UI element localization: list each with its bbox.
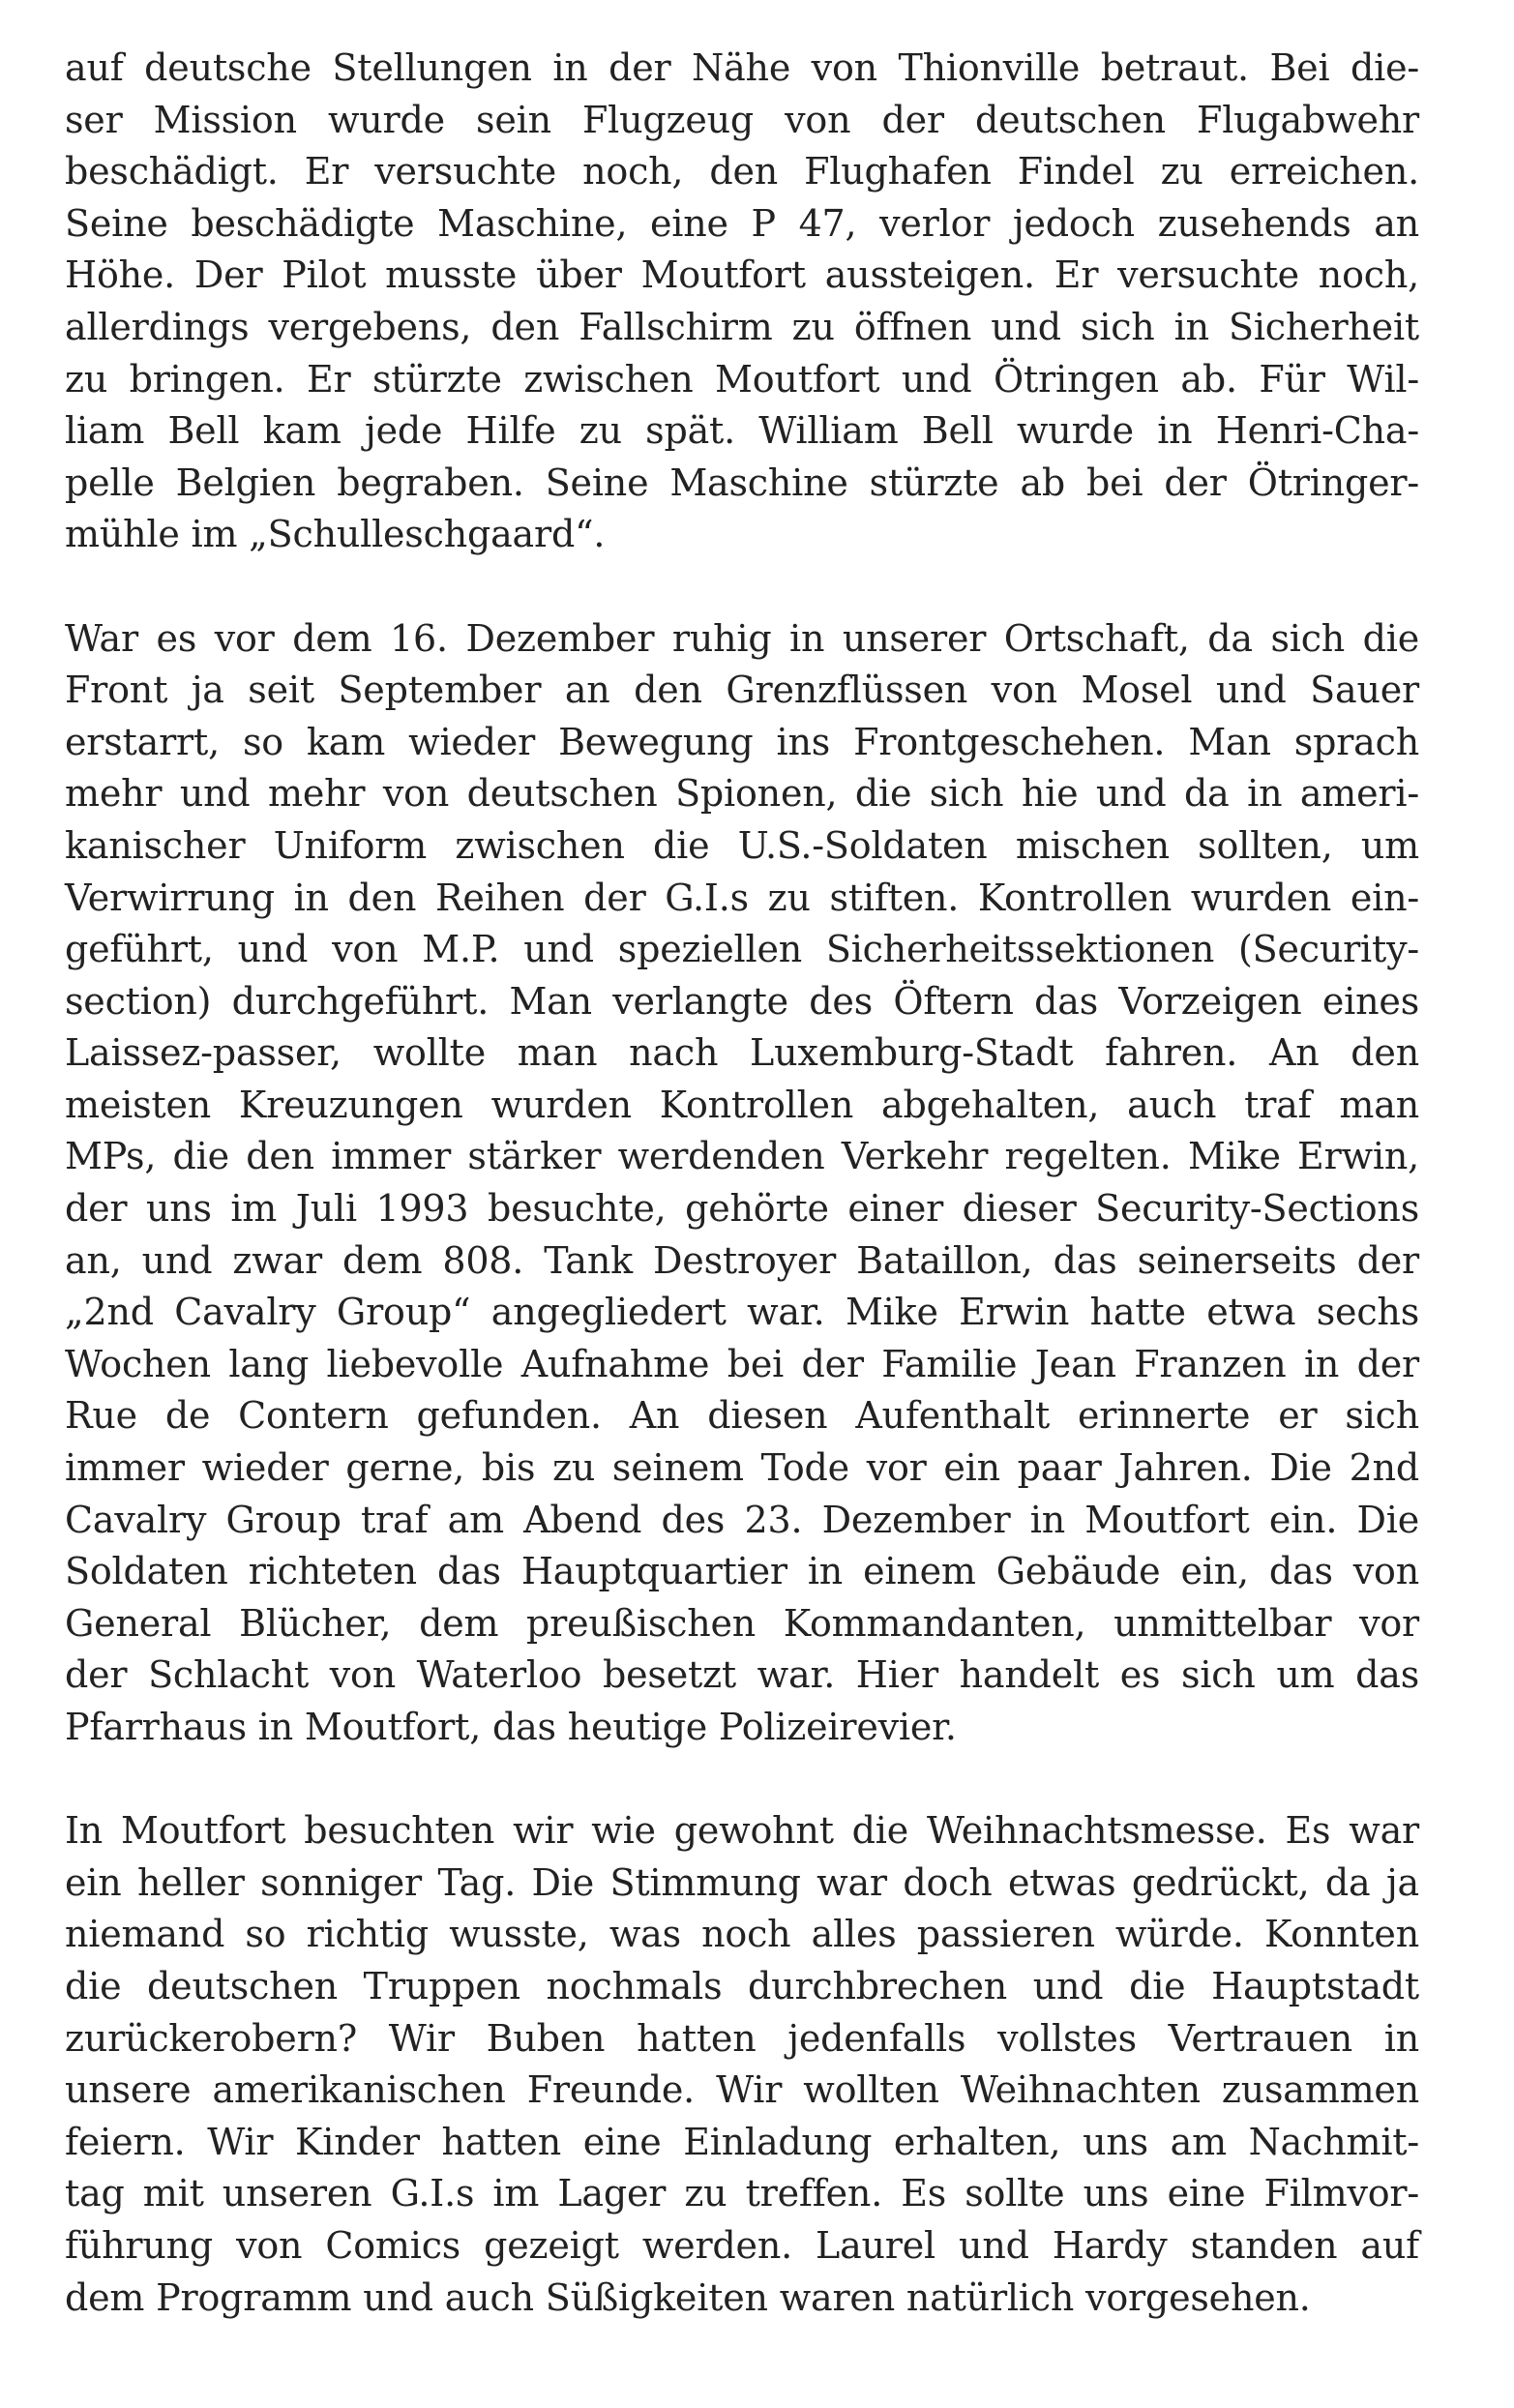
text-line: allerdings vergebens, den Fallschirm zu öffnen und sich in Sicherheit xyxy=(65,305,1419,348)
text-line: Front ja seit September an den Grenzflüssen von Mosel und Sauer xyxy=(65,669,1419,712)
paragraph-spacer xyxy=(65,561,1419,613)
text-line: erstarrt, so kam wieder Bewegung ins Frontgeschehen. Man sprach xyxy=(65,720,1419,763)
text-line: niemand so richtig wusste, was noch alles passieren würde. Konnten xyxy=(65,1913,1419,1956)
body-text xyxy=(65,43,1419,2324)
paragraph xyxy=(65,613,1419,1754)
text-line: „2nd Cavalry Group“ angegliedert war. Mike Erwin hatte etwa sechs xyxy=(65,1291,1419,1334)
text-line: feiern. Wir Kinder hatten eine Einladung erhalten, uns am Nachmit- xyxy=(65,2120,1419,2163)
text-line: die deutschen Truppen nochmals durchbrechen und die Hauptstadt xyxy=(65,1964,1419,2007)
text-line: an, und zwar dem 808. Tank Destroyer Bataillon, das seinerseits der xyxy=(65,1238,1419,1282)
text-line: General Blücher, dem preußischen Kommandanten, unmittelbar vor xyxy=(65,1601,1419,1645)
text-line: meisten Kreuzungen wurden Kontrollen abgehalten, auch traf man xyxy=(65,1083,1419,1126)
text-line: mehr und mehr von deutschen Spionen, die sich hie und da in ameri- xyxy=(65,772,1419,816)
text-line: führung von Comics gezeigt werden. Laurel und Hardy standen auf xyxy=(65,2223,1419,2267)
text-line: ein heller sonniger Tag. Die Stimmung war doch etwas gedrückt, da ja xyxy=(65,1860,1419,1904)
text-line: auf deutsche Stellungen in der Nähe von Thionville betraut. Bei die- xyxy=(65,46,1419,89)
text-line: der uns im Juli 1993 besuchte, gehörte einer dieser Security-Sections xyxy=(65,1187,1419,1231)
text-line: dem Programm und auch Süßigkeiten waren natürlich vorgesehen. xyxy=(65,2275,1311,2319)
text-line: Laissez-passer, wollte man nach Luxemburg-Stadt fahren. An den xyxy=(65,1031,1419,1075)
text-line: Pfarrhaus in Moutfort, das heutige Polizeirevier. xyxy=(65,1706,957,1748)
text-line: MPs, die den immer stärker werdenden Verkehr regelten. Mike Erwin, xyxy=(65,1135,1419,1178)
text-line: kanischer Uniform zwischen die U.S.-Soldaten mischen sollten, um xyxy=(65,823,1419,867)
text-line: Rue de Contern gefunden. An diesen Aufenthalt erinnerte er sich xyxy=(65,1394,1419,1438)
text-line: der Schlacht von Waterloo besetzt war. Hier handelt es sich um das xyxy=(65,1653,1419,1697)
paragraph xyxy=(65,1805,1419,2324)
text-line: Seine beschädigte Maschine, eine P 47, verlor jedoch zusehends an xyxy=(65,201,1419,245)
text-line: section) durchgeführt. Man verlangte des Öftern das Vorzeigen eines xyxy=(65,979,1419,1023)
text-line: ser Mission wurde sein Flugzeug von der deutschen Flugabwehr xyxy=(65,98,1419,141)
text-line: zu bringen. Er stürzte zwischen Moutfort und Ötringen ab. Für Wil- xyxy=(65,357,1419,401)
text-line: mühle im „Schulleschgaard“. xyxy=(65,513,606,556)
text-line: Verwirrung in den Reihen der G.I.s zu stiften. Kontrollen wurden ein- xyxy=(65,876,1419,919)
text-line: beschädigt. Er versuchte noch, den Flughafen Findel zu erreichen. xyxy=(65,150,1419,193)
text-line: tag mit unseren G.I.s im Lager zu treffen. Es sollte uns eine Filmvor- xyxy=(65,2172,1419,2215)
text-line: liam Bell kam jede Hilfe zu spät. William Bell wurde in Henri-Cha- xyxy=(65,409,1419,453)
text-line: Cavalry Group traf am Abend des 23. Dezember in Moutfort ein. Die xyxy=(65,1498,1419,1541)
text-line: immer wieder gerne, bis zu seinem Tode vor ein paar Jahren. Die 2nd xyxy=(65,1446,1419,1490)
text-line: War es vor dem 16. Dezember ruhig in unserer Ortschaft, da sich die xyxy=(65,616,1419,660)
paragraph xyxy=(65,43,1419,561)
paragraph-spacer xyxy=(65,1754,1419,1806)
text-line: pelle Belgien begraben. Seine Maschine stürzte ab bei der Ötringer- xyxy=(65,461,1419,504)
text-line: zurückerobern? Wir Buben hatten jedenfalls vollstes Vertrauen in xyxy=(65,2016,1419,2060)
text-line: unsere amerikanischen Freunde. Wir wollten Weihnachten zusammen xyxy=(65,2068,1419,2112)
text-line: geführt, und von M.P. und speziellen Sicherheitssektionen (Security- xyxy=(65,928,1419,971)
text-line: Höhe. Der Pilot musste über Moutfort aussteigen. Er versuchte noch, xyxy=(65,253,1419,297)
text-line: Wochen lang liebevolle Aufnahme bei der Familie Jean Franzen in der xyxy=(65,1342,1419,1385)
text-line: In Moutfort besuchten wir wie gewohnt die Weihnachtsmesse. Es war xyxy=(65,1809,1419,1853)
text-line: Soldaten richteten das Hauptquartier in einem Gebäude ein, das von xyxy=(65,1550,1419,1593)
